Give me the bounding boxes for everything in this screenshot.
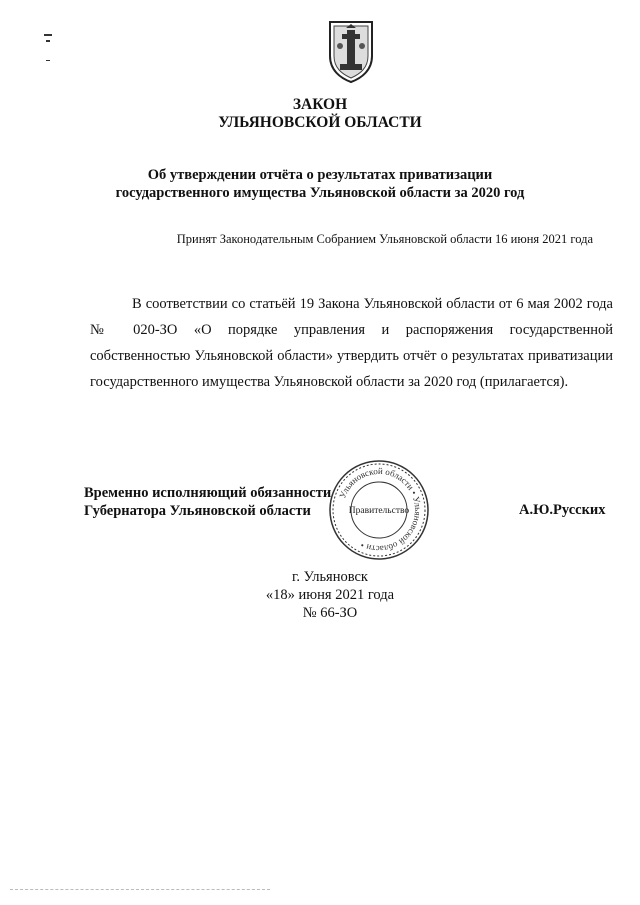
signatory-position-line2: Губернатора Ульяновской области [84, 503, 311, 519]
law-title-line1: ЗАКОН [292, 96, 348, 113]
svg-text:Ульяновской области • Ульяновс: Ульяновской области • Ульяновской области • [337, 465, 424, 555]
city: г. Ульяновск [292, 569, 368, 585]
place-date-number [0, 568, 640, 622]
law-number: № 66-ЗО [302, 605, 358, 621]
subject-line2: государственного имущества Ульяновской области за 2020 год [115, 185, 525, 201]
law-title [0, 96, 640, 132]
official-seal-stamp [327, 458, 431, 562]
scan-artifact [46, 40, 50, 42]
adoption-note: Принят Законодательным Собранием Ульяновской области 16 июня 2021 года [176, 232, 593, 246]
stamp-center-text: Правительство [348, 506, 410, 516]
scan-artifact [44, 34, 52, 36]
scan-artifact [46, 60, 50, 61]
subject-line1: Об утверждении отчёта о результатах приватизации [147, 167, 493, 183]
signing-date: «18» июня 2021 года [265, 587, 395, 603]
law-body-paragraph: В соответствии со статьёй 19 Закона Ульяновской области от 6 мая 2002 года № 020-ЗО «О порядке управления и распоряжения государственной собственностью Ульяновской области» утвердить отчёт о результатах приватизации государственного имущества Ульяновской области за 2020 год (прилагается). [90, 296, 613, 390]
document-subject [0, 166, 640, 202]
law-title-line2: УЛЬЯНОВСКОЙ ОБЛАСТИ [218, 114, 422, 131]
signatory-name: А.Ю.Русских [519, 502, 606, 518]
signatory-position [84, 484, 331, 520]
coat-of-arms-emblem [326, 18, 376, 84]
signatory-position-line1: Временно исполняющий обязанности [84, 485, 332, 501]
scan-bottom-artifact [10, 889, 270, 890]
